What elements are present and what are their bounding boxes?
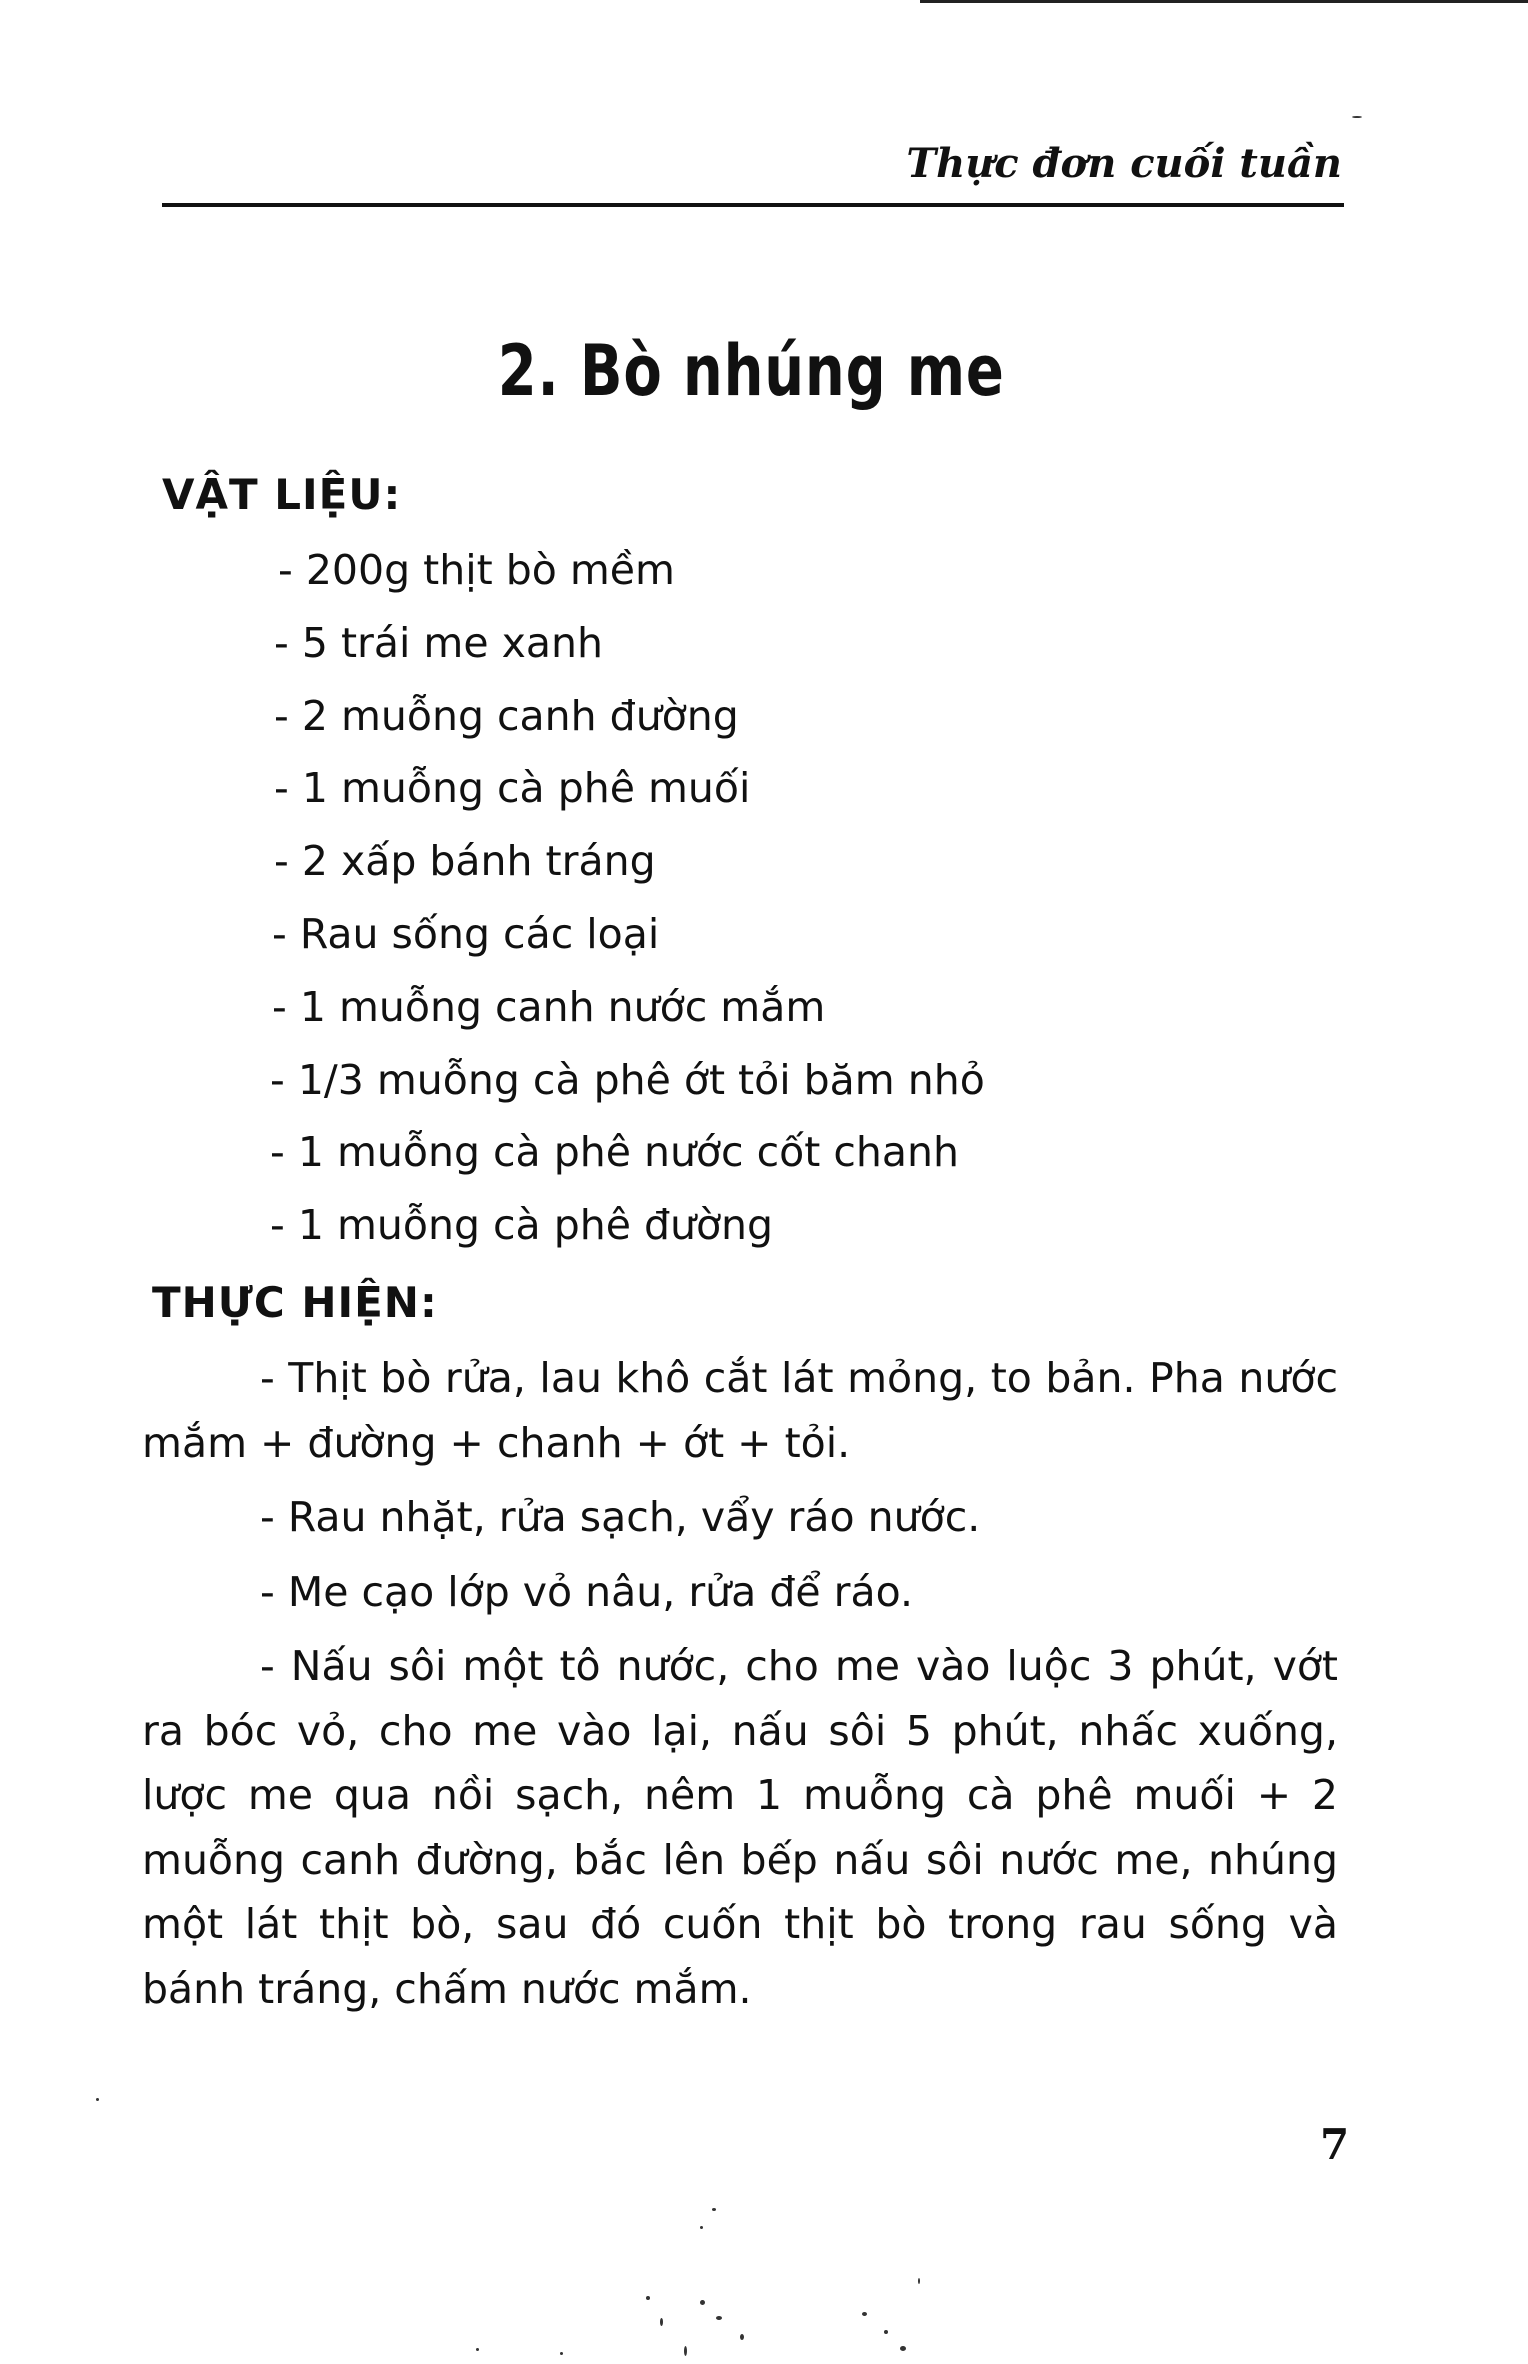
step-paragraph: - Rau nhặt, rửa sạch, vẩy ráo nước. — [260, 1493, 981, 1541]
scan-speck — [1352, 116, 1362, 118]
scan-speck — [918, 2278, 920, 2284]
ingredient-item: - 2 muỗng canh đường — [274, 691, 739, 740]
scan-speck — [712, 2208, 716, 2211]
ingredient-item: - 1/3 muỗng cà phê ớt tỏi băm nhỏ — [270, 1055, 985, 1104]
ingredients-list — [270, 540, 985, 1268]
ingredient-item: - 2 xấp bánh tráng — [274, 837, 656, 886]
scan-speck — [700, 2300, 705, 2305]
scan-speck — [684, 2346, 687, 2356]
ingredients-heading: VẬT LIỆU: — [162, 470, 402, 519]
header-rule — [162, 203, 1344, 207]
scan-speck — [740, 2334, 744, 2340]
scan-speck — [862, 2312, 867, 2316]
scan-speck — [700, 2226, 703, 2229]
scan-edge-line — [920, 0, 1528, 3]
scan-speck — [660, 2318, 663, 2326]
ingredient-item: - 5 trái me xanh — [274, 618, 603, 667]
running-header: Thực đơn cuối tuần — [906, 140, 1342, 187]
step-paragraph: - Me cạo lớp vỏ nâu, rửa để ráo. — [260, 1567, 913, 1616]
scan-speck — [716, 2316, 722, 2320]
ingredient-item: - 1 muỗng cà phê nước cốt chanh — [270, 1128, 959, 1177]
ingredient-item: - 200g thịt bò mềm — [278, 546, 675, 594]
step-paragraph: - Nấu sôi một tô nước, cho me vào luộc 3 phút, vớt ra bóc vỏ, cho me vào lại, nấu sôi 5 phút, nhấc xuống, lược me qua nồi sạch, nêm 1 muỗng cà phê muối + 2 muỗng canh đường, bắc lên bếp nấu sôi nước me, nhúng một lát thịt bò, sau đó cuốn thịt bò trong rau sống và bánh tráng, chấm nước mắm. — [142, 1642, 1338, 2013]
ingredient-item: - 1 muỗng canh nước mắm — [272, 982, 826, 1031]
scan-speck — [476, 2348, 479, 2351]
recipe-title: 2. Bò nhúng me — [497, 330, 1005, 412]
ingredient-item: - 1 muỗng cà phê muối — [274, 764, 751, 813]
scan-speck — [646, 2296, 650, 2300]
page-number: 7 — [1320, 2120, 1350, 2169]
step-paragraph: - Thịt bò rửa, lau khô cắt lát mỏng, to bản. Pha nước mắm + đường + chanh + ớt + tỏi. — [142, 1354, 1338, 1467]
scan-speck — [96, 2098, 99, 2101]
ingredient-item: - 1 muỗng cà phê đường — [270, 1201, 774, 1250]
steps-body — [142, 1346, 1338, 2031]
scan-speck — [560, 2352, 563, 2355]
scan-speck — [884, 2330, 888, 2334]
ingredient-item: - Rau sống các loại — [272, 909, 660, 958]
scan-speck — [900, 2346, 906, 2351]
steps-heading: THỰC HIỆN: — [152, 1278, 438, 1327]
